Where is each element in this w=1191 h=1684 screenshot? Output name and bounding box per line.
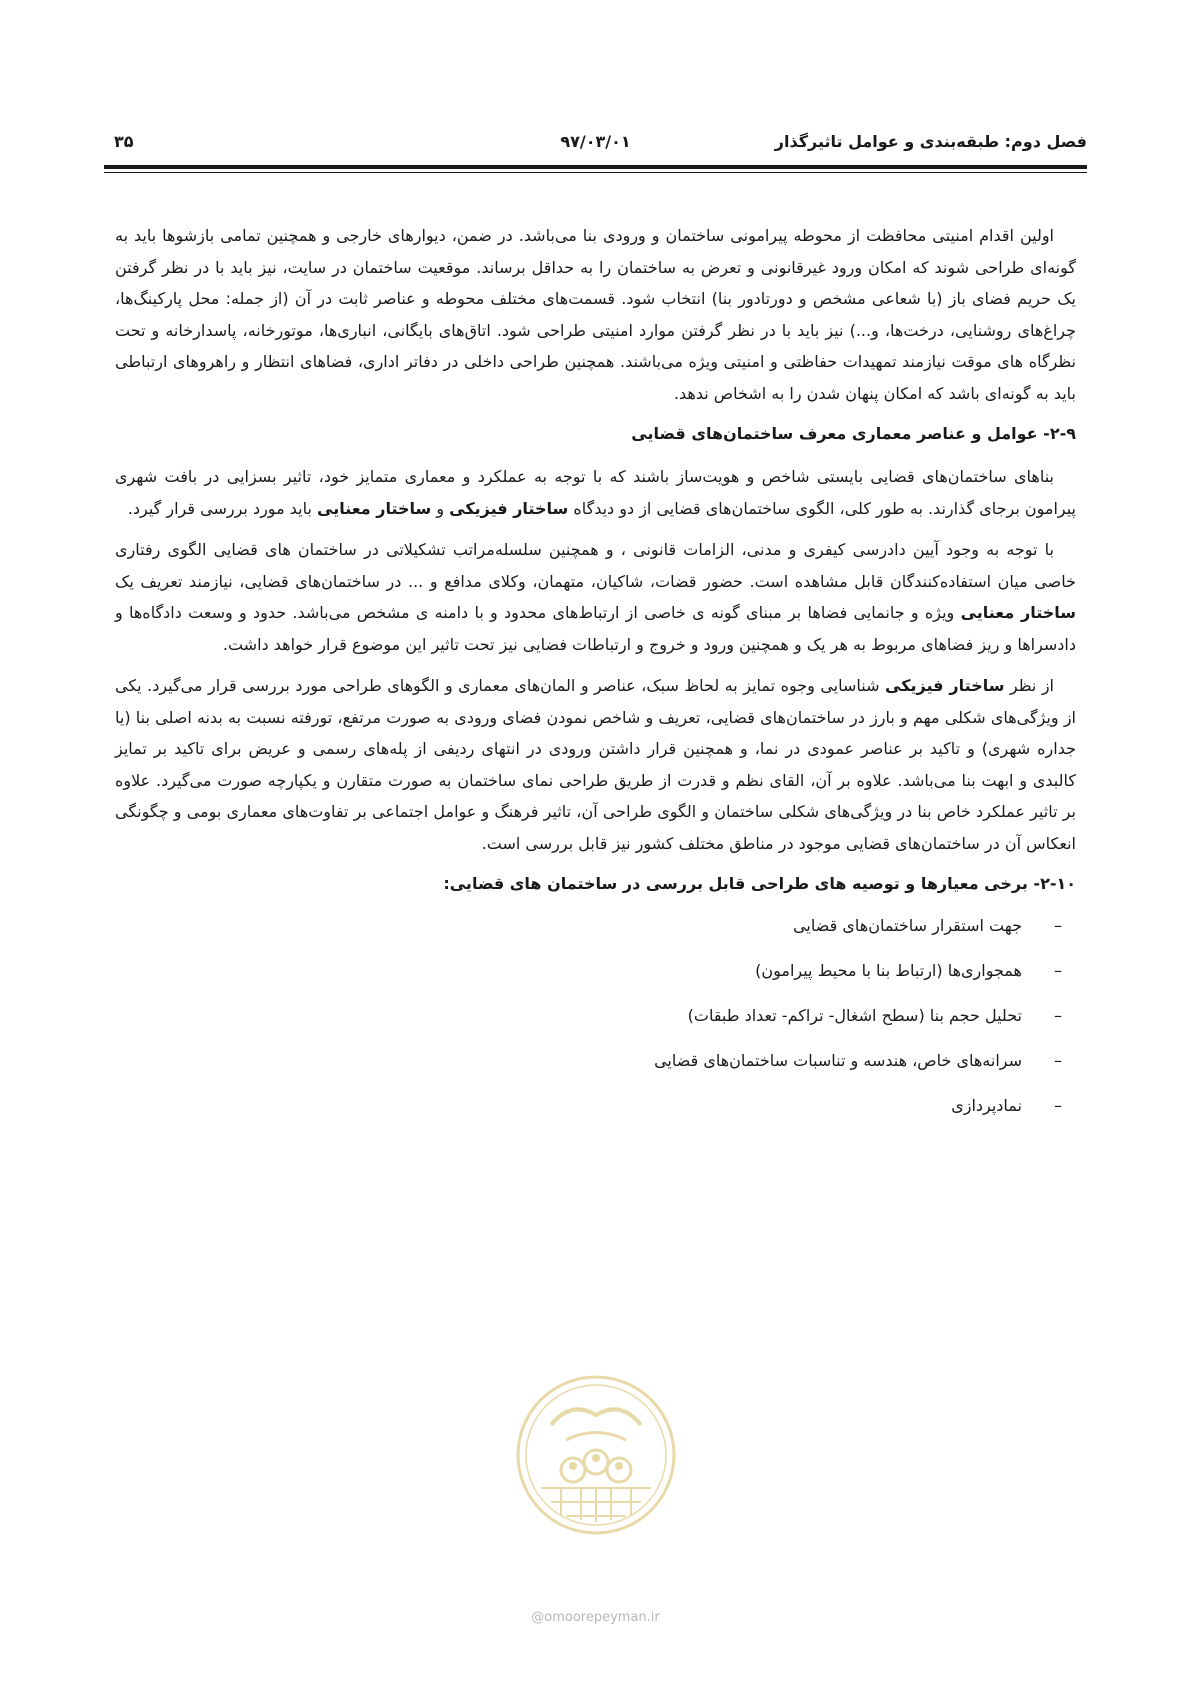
omoore-peyman-seal-logo-icon [511, 1370, 681, 1540]
section-heading-2-10: ۲-۱۰- برخی معیارها و توصیه های طراحی قابل بررسی در ساختمان های قضایی: [443, 874, 1076, 893]
dash-bullet: – [1054, 1096, 1062, 1115]
section-heading-2-9: ۲-۹- عوامل و عناصر معماری معرف ساختمان‌های قضایی [631, 424, 1076, 443]
bold-physical-structure: ساختار فیزیکی [885, 676, 1005, 695]
watermark-handle: @omoorepeyman.ir [531, 1610, 660, 1625]
bold-semantic-structure: ساختار معنایی [960, 603, 1077, 622]
dash-bullet: – [1054, 961, 1062, 980]
dash-bullet: – [1054, 1051, 1062, 1070]
list-item: –تحلیل حجم بنا (سطح اشغال- تراکم- تعداد طبقات) [115, 1001, 1076, 1031]
paragraph-physical: از نظر ساختار فیزیکی شناسایی وجوه تمایز به لحاظ سبک، عناصر و المان‌های معماری و الگوهای طراحی مورد بررسی قرار می‌گیرد. یکی از ویژگی‌های شکلی مهم و بارز در ساختمان‌های قضایی، تعریف و شاخص نمودن فضای ورودی به صورت مرتفع، تورفته نسبت به بدنه اصلی بنا (یا جداره شهری) و تاکید بر عناصر عمودی در نما، و همچنین قرار داشتن ورودی در انتهای ردیفی از پله‌های رسمی و عریض برای تاکید بر تمایز کالبدی و ابهت بنا می‌باشد. علاوه بر آن، القای نظم و قدرت از طریق طراحی نمای ساختمان به صورت متقارن و یکپارچه صورت می‌گیرد. علاوه بر تاثیر عملکرد خاص بنا در ویژگی‌های شکلی ساختمان و الگوی طراحی آن، تاثیر فرهنگ و عوامل اجتماعی بر تفاوت‌های معماری بومی و چگونگی انعکاس آن در ساختمان‌های قضایی موجود در مناطق مختلف کشور نیز قابل بررسی است. [115, 676, 1076, 853]
list-item: –همجواری‌ها (ارتباط بنا با محیط پیرامون) [115, 956, 1076, 986]
chapter-title: فصل دوم: طبقه‌بندی و عوامل تاثیرگذار [774, 132, 1087, 151]
header-rule-thin [104, 172, 1087, 173]
body-content [115, 220, 1076, 1136]
list-item: –نمادپردازی [115, 1091, 1076, 1121]
bold-physical-structure: ساختار فیزیکی [449, 498, 569, 518]
dash-bullet: – [1054, 1006, 1062, 1025]
header-date: ۹۷/۰۳/۰۱ [560, 132, 631, 151]
criteria-list [115, 911, 1076, 1121]
paragraph-security: اولین اقدام امنیتی محافظت از محوطه پیرامونی ساختمان و ورودی بنا می‌باشد. در ضمن، دیوارهای خارجی و همچنین تمامی بازشوها باید به گونه‌ای طراحی شوند که امکان ورود غیرقانونی و تعرض به ساختمان را به حداقل برساند. موقعیت ساختمان در سایت، نیز باید با در نظر گرفتن یک حریم فضای باز (با شعاعی مشخص و دورتادور بنا) انتخاب شود. قسمت‌های مختلف محوطه و عناصر ثابت در آن (از جمله: محل پارکینگ‌ها، چراغ‌های روشنایی، درخت‌ها، و...) نیز باید با در نظر گرفتن موارد امنیتی طراحی شود. اتاق‌های بایگانی، انباری‌ها، موتورخانه، پاسدارخانه و تحت نظرگاه های موقت نیازمند تمهیدات حفاظتی و امنیتی ویژه می‌باشند. همچنین طراحی داخلی در دفاتر اداری، فضاهای انتظار و راهروهای ارتباطی باید به گونه‌ای باشد که امکان پنهان شدن را به اشخاص ندهد. [115, 226, 1076, 403]
bold-semantic-structure: ساختار معنایی [317, 498, 432, 518]
list-item: –سرانه‌های خاص، هندسه و تناسبات ساختمان‌های قضایی [115, 1046, 1076, 1076]
paragraph-identity: بناهای ساختمان‌های قضایی بایستی شاخص و هویت‌ساز باشند که با توجه به عملکرد و معماری متمایز خود، تاثیر بسزایی در بافت شهری پیرامون برجای گذارند. به طور کلی، الگوی ساختمان‌های قضایی از دو دیدگاه ساختار فیزیکی و ساختار معنایی باید مورد بررسی قرار گیرد. [115, 467, 1076, 518]
list-item: –جهت استقرار ساختمان‌های قضایی [115, 911, 1076, 941]
paragraph-semantic: با توجه به وجود آیین دادرسی کیفری و مدنی، الزامات قانونی ، و همچنین سلسله‌مراتب تشکیلاتی در ساختمان های قضایی الگوی رفتاری خاصی میان استفاده‌کنندگان قابل مشاهده است. حضور قضات، شاکیان، متهمان، وکلای مدافع و ... در ساختمان‌های قضایی، نیازمند تعریف یک ساختار معنایی ویژه و جانمایی فضاها بر مبنای گونه ی خاصی از ارتباط‌های محدود و با دامنه ی مشخص می‌باشد. حدود و وسعت دادگاه‌ها و دادسراها و ریز فضاهای مربوط به هر یک و همچنین ورود و خروج و ارتباطات فضایی نیز تحت تاثیر این موضوع قرار خواهد داشت. [115, 540, 1077, 654]
page-header [104, 128, 1087, 156]
dash-bullet: – [1054, 916, 1062, 935]
page-number: ۳۵ [114, 132, 134, 151]
header-rule-thick [104, 165, 1087, 169]
